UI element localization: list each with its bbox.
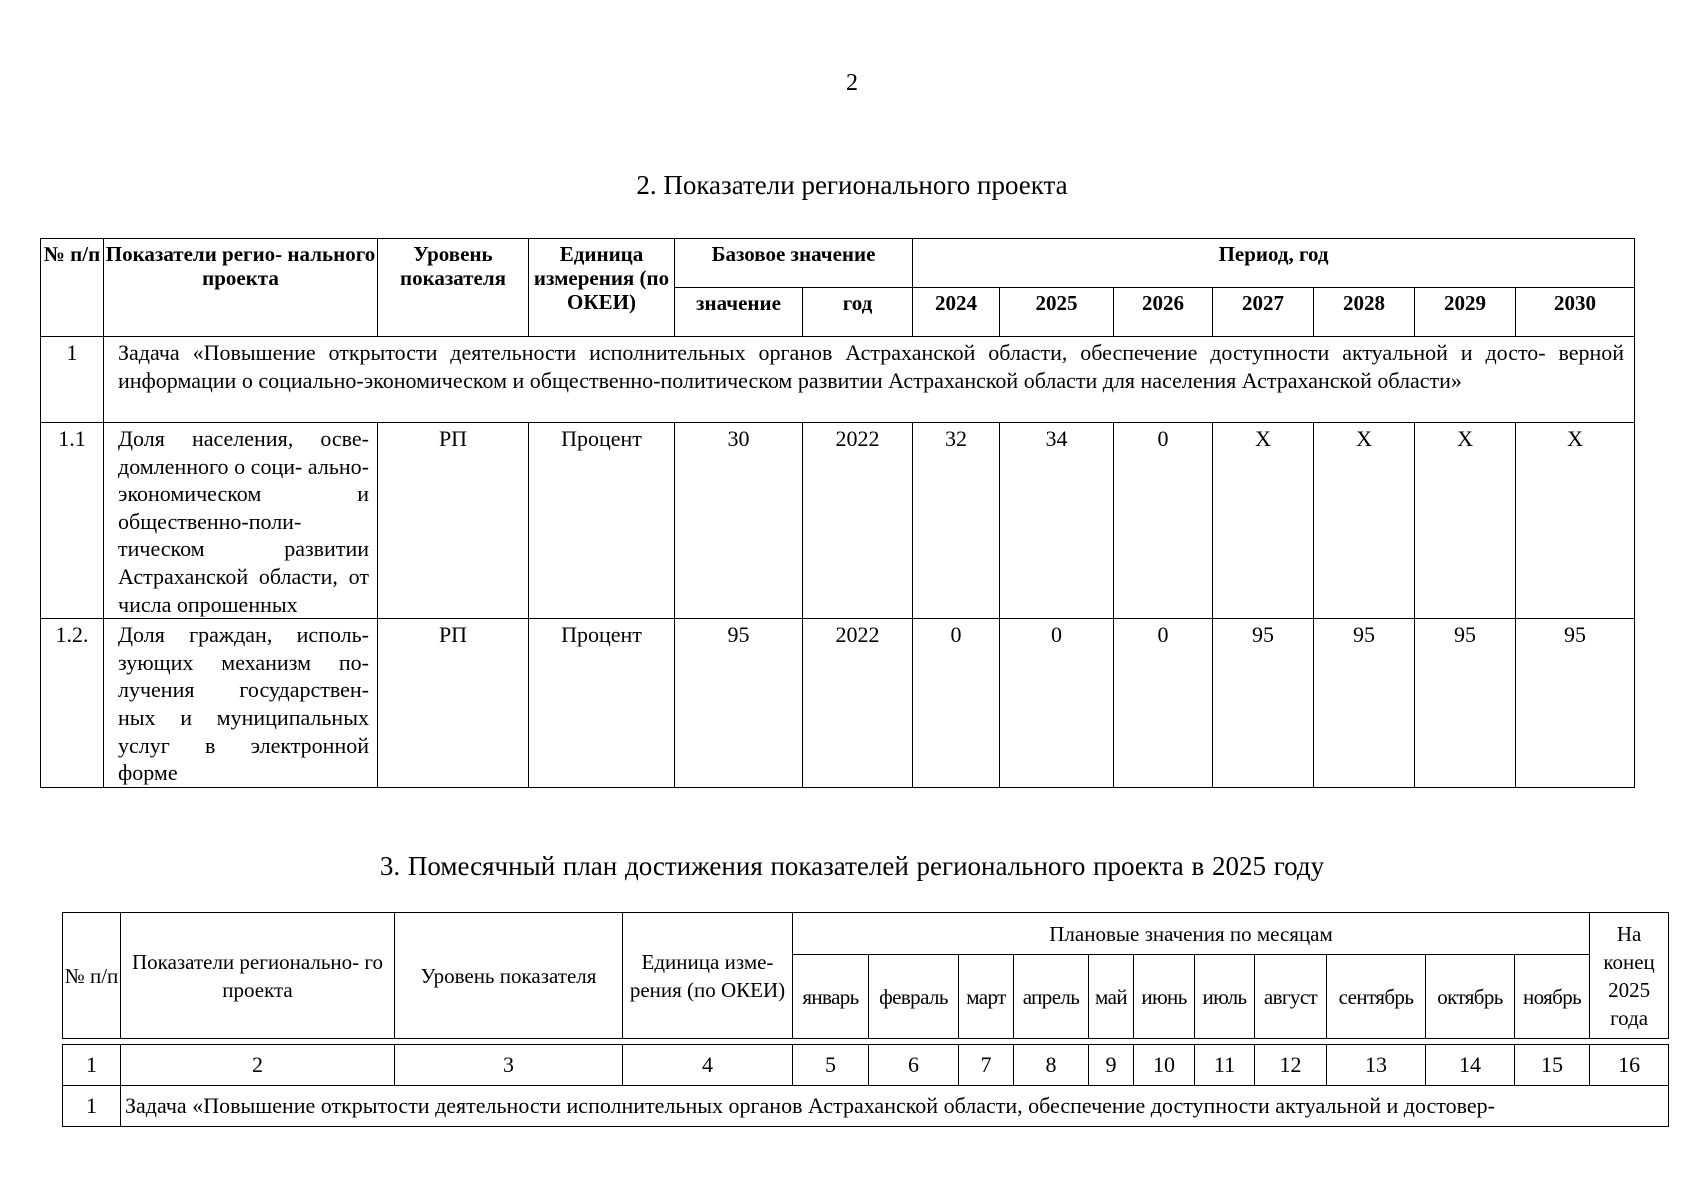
column-number: 14	[1426, 1045, 1515, 1086]
header-num: № п/п	[41, 239, 104, 337]
header-year: 2025	[1000, 288, 1114, 337]
header-month: ноябрь	[1515, 955, 1590, 1039]
header-month: март	[959, 955, 1014, 1039]
header-period: Период, год	[913, 239, 1635, 288]
table3-header-row-1	[63, 913, 1669, 955]
task-text: Задача «Повышение открытости деятельности исполнительных органов Астраханской области, обеспечение доступности актуальной и досто- верной информации о социально-экономическом и общественно-политическом развитии Астраханской области для населения Астраханской области»	[104, 337, 1635, 423]
header-year: 2029	[1415, 288, 1516, 337]
header-month: май	[1089, 955, 1134, 1039]
base-year: 2022	[803, 423, 913, 619]
header-end-of-year: На конец 2025 года	[1590, 913, 1669, 1039]
column-number: 7	[959, 1045, 1014, 1086]
header-base: Базовое значение	[675, 239, 913, 288]
page-number: 2	[846, 70, 858, 96]
year-value: X	[1314, 423, 1415, 619]
header-year: 2027	[1213, 288, 1314, 337]
header-num: № п/п	[63, 913, 121, 1039]
column-number: 4	[623, 1045, 793, 1086]
section-2-title: 2. Показатели регионального проекта	[636, 170, 1068, 200]
column-number: 3	[395, 1045, 623, 1086]
year-value: 95	[1314, 619, 1415, 788]
table-row	[41, 423, 1635, 619]
table2-task-row	[41, 337, 1635, 423]
task-num: 1	[41, 337, 104, 423]
row-num: 1.1	[41, 423, 104, 619]
column-number: 10	[1134, 1045, 1195, 1086]
year-value: 95	[1415, 619, 1516, 788]
indicator-unit: Процент	[529, 423, 675, 619]
task-text: Задача «Повышение открытости деятельности исполнительных органов Астраханской области, обеспечение доступности актуальной и достовер-	[121, 1086, 1669, 1127]
header-month: январь	[793, 955, 869, 1039]
header-month: июнь	[1134, 955, 1195, 1039]
header-month: октябрь	[1426, 955, 1515, 1039]
regional-project-indicators-table	[40, 238, 1635, 788]
header-year: 2030	[1516, 288, 1635, 337]
indicator-unit: Процент	[529, 619, 675, 788]
header-level: Уровень показателя	[378, 239, 529, 337]
header-base-year: год	[803, 288, 913, 337]
table3-task-row	[63, 1086, 1669, 1127]
header-year: 2024	[913, 288, 1000, 337]
year-value: 0	[1114, 619, 1213, 788]
header-month: апрель	[1014, 955, 1089, 1039]
header-month: август	[1255, 955, 1327, 1039]
column-number: 5	[793, 1045, 869, 1086]
base-value: 95	[675, 619, 803, 788]
section-3-title: 3. Помесячный план достижения показателей регионального проекта в 2025 году	[379, 851, 1325, 881]
header-year: 2028	[1314, 288, 1415, 337]
indicator-level: РП	[378, 619, 529, 788]
header-indicator: Показатели регионально- го проекта	[121, 913, 395, 1039]
year-value: X	[1415, 423, 1516, 619]
year-value: 95	[1516, 619, 1635, 788]
year-value: 32	[913, 423, 1000, 619]
header-base-value: значение	[675, 288, 803, 337]
table2-header-row-1	[41, 239, 1635, 288]
header-unit: Единица измерения (по ОКЕИ)	[529, 239, 675, 337]
header-unit: Единица изме- рения (по ОКЕИ)	[623, 913, 793, 1039]
year-value: X	[1516, 423, 1635, 619]
year-value: 95	[1213, 619, 1314, 788]
year-value: 0	[913, 619, 1000, 788]
column-number: 8	[1014, 1045, 1089, 1086]
year-value: 0	[1114, 423, 1213, 619]
column-number: 13	[1327, 1045, 1426, 1086]
column-number: 12	[1255, 1045, 1327, 1086]
column-number: 16	[1590, 1045, 1669, 1086]
year-value: 34	[1000, 423, 1114, 619]
column-number: 2	[121, 1045, 395, 1086]
year-value: X	[1213, 423, 1314, 619]
header-monthly: Плановые значения по месяцам	[793, 913, 1590, 955]
column-number: 6	[869, 1045, 959, 1086]
indicator-level: РП	[378, 423, 529, 619]
year-value: 0	[1000, 619, 1114, 788]
column-number: 15	[1515, 1045, 1590, 1086]
base-value: 30	[675, 423, 803, 619]
table-row	[41, 619, 1635, 788]
column-number-row	[63, 1045, 1669, 1086]
header-month: июль	[1195, 955, 1255, 1039]
column-number: 11	[1195, 1045, 1255, 1086]
base-year: 2022	[803, 619, 913, 788]
column-number: 9	[1089, 1045, 1134, 1086]
row-num: 1.2.	[41, 619, 104, 788]
indicator-name: Доля граждан, исполь- зующих механизм по- лучения государствен- ных и муниципальных услуг в электронной форме	[104, 619, 378, 788]
task-num: 1	[63, 1086, 121, 1127]
column-number: 1	[63, 1045, 121, 1086]
header-level: Уровень показателя	[395, 913, 623, 1039]
header-month: февраль	[869, 955, 959, 1039]
header-indicator: Показатели регио- нального проекта	[104, 239, 378, 337]
header-year: 2026	[1114, 288, 1213, 337]
header-month: сентябрь	[1327, 955, 1426, 1039]
monthly-plan-table	[62, 912, 1669, 1127]
indicator-name: Доля населения, осве- домленного о соци- ально-экономическом и общественно-поли- тическом развитии Астраханской области, от числа опрошенных	[104, 423, 378, 619]
